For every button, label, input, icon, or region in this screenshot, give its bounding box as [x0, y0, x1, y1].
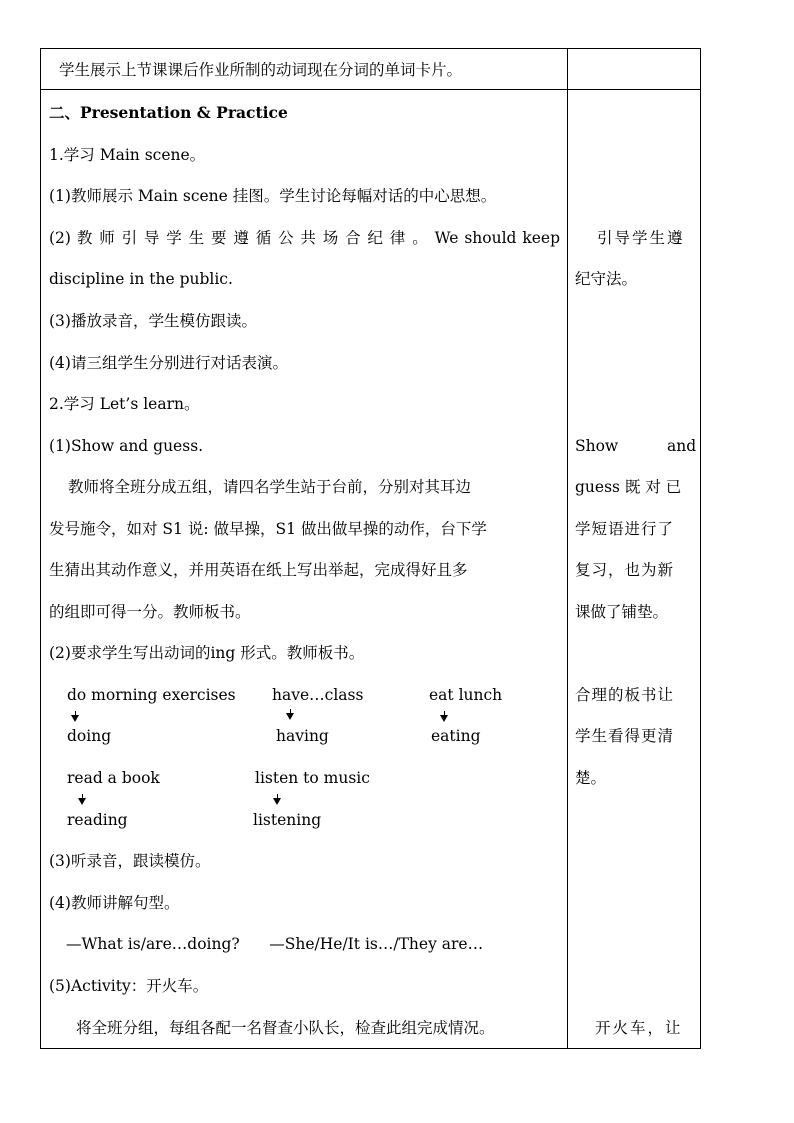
note-show-guess-line4: 复习，也为新	[575, 561, 675, 579]
step-2-line2: discipline in the public.	[49, 270, 233, 288]
verb-ing: reading	[67, 811, 128, 829]
verb-base: read a book	[67, 769, 160, 787]
note-show-guess-r: and	[667, 437, 697, 455]
verb-base: eat lunch	[429, 686, 503, 704]
paragraph-line1: 教师将全班分成五组，请四名学生站于台前，分别对其耳边	[68, 478, 472, 496]
note-board-line2: 学生看得更清	[575, 727, 675, 745]
step-activity: (5)Activity：开火车。	[49, 977, 209, 995]
step-sentence: (4)教师讲解句型。	[49, 894, 180, 912]
down-arrow-icon	[286, 713, 294, 720]
step-4: (4)请三组学生分别进行对话表演。	[49, 354, 288, 372]
note-discipline-line1: 引导学生遵	[597, 229, 685, 247]
note-show-guess-line5: 课做了铺垫。	[575, 603, 669, 621]
column-divider	[567, 48, 568, 1049]
down-arrow-icon	[71, 715, 79, 722]
step-ing-form: (2)要求学生写出动词的ing 形式。教师板书。	[49, 644, 365, 662]
section-heading: 二、Presentation & Practice	[49, 103, 288, 122]
paragraph-line4: 的组即可得一分。教师板书。	[49, 603, 251, 621]
down-arrow-icon	[78, 798, 86, 805]
verb-ing: doing	[67, 727, 112, 745]
note-discipline-line2: 纪守法。	[575, 270, 638, 288]
note-board-line3: 楚。	[575, 769, 607, 787]
paragraph-line3: 生猜出其动作意义，并用英语在纸上写出举起，完成得好且多	[49, 561, 468, 579]
intro-text: 学生展示上节课课后作业所制的动词现在分词的单词卡片。	[59, 61, 463, 79]
step-lets-learn: 2.学习 Let’s learn。	[49, 395, 200, 413]
activity-description: 将全班分组，每组各配一名督查小队长，检查此组完成情况。	[76, 1019, 495, 1037]
verb-base: listen to music	[255, 769, 370, 787]
note-board-line1: 合理的板书让	[575, 686, 675, 704]
verb-ing: listening	[253, 811, 322, 829]
verb-ing: having	[276, 727, 329, 745]
note-show-guess-l: Show	[575, 437, 619, 455]
table-border-top	[40, 48, 701, 49]
paragraph-line2: 发号施令，如对 S1 说: 做早操，S1 做出做早操的动作，台下学	[49, 520, 487, 538]
note-show-guess-line2: guess 既 对 已	[575, 478, 682, 496]
step-listen: (3)听录音，跟读模仿。	[49, 852, 211, 870]
verb-base: do morning exercises	[67, 686, 236, 704]
table-border-left	[40, 48, 41, 1049]
sentence-patterns: —What is/are…doing? —She/He/It is…/They are…	[66, 935, 484, 953]
step-2-line1: (2) 教 师 引 导 学 生 要 遵 循 公 共 场 合 纪 律 。 We should keep	[49, 229, 560, 247]
down-arrow-icon	[440, 715, 448, 722]
table-border-bottom	[40, 1048, 701, 1049]
table-border-right	[700, 48, 701, 1049]
step-3: (3)播放录音，学生模仿跟读。	[49, 312, 257, 330]
verb-base: have…class	[272, 686, 364, 704]
row-divider	[40, 89, 701, 90]
verb-ing: eating	[431, 727, 481, 745]
down-arrow-icon	[273, 798, 281, 805]
step-main-scene: 1.学习 Main scene。	[49, 146, 206, 164]
note-train: 开火车，让	[595, 1019, 683, 1037]
step-1: (1)教师展示 Main scene 挂图。学生讨论每幅对话的中心思想。	[49, 187, 497, 205]
note-show-guess-line3: 学短语进行了	[575, 520, 675, 538]
step-show-guess: (1)Show and guess.	[49, 437, 204, 455]
